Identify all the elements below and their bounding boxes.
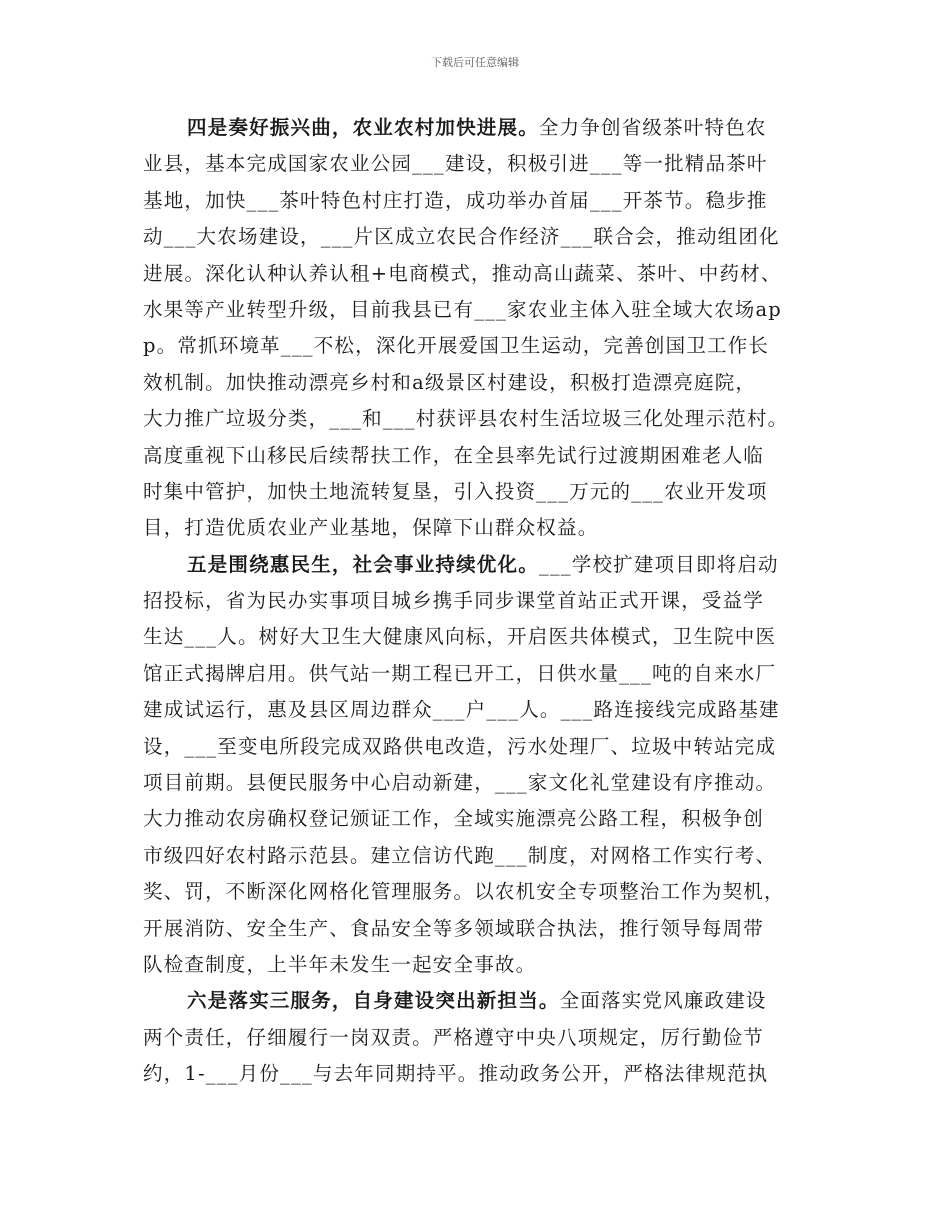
- text-line: 生达___人。树好大卫生大健康风向标，开启医共体模式，卫生院中医: [143, 625, 777, 649]
- text-line: 设，___至变电所段完成双路供电改造，污水处理厂、垃圾中转站完成: [143, 734, 777, 758]
- paragraph-heading: 六是落实三服务，自身建设突出新担当。: [187, 989, 560, 1013]
- paragraph-heading: 五是围绕惠民生，社会事业持续优化。: [187, 552, 539, 576]
- text-line: 馆正式揭牌启用。供气站一期工程已开工，日供水量___吨的自来水厂: [143, 661, 777, 685]
- text-line: 效机制。加快推动漂亮乡村和a级景区村建设，积极打造漂亮庭院，: [143, 370, 757, 394]
- page-header: 下载后可任意编辑: [431, 56, 519, 69]
- paragraph-first-line: [143, 110, 813, 146]
- text-line: 进展。深化认种认养认租+电商模式，推动高山蔬菜、茶叶、中药材、: [143, 261, 782, 285]
- text-line: 全力争创省级茶叶特色农: [538, 116, 767, 139]
- text-line: 招投标，省为民办实事项目城乡携手同步课堂首站正式开课，受益学: [143, 589, 765, 613]
- text-line: 目，打造优质农业产业基地，保障下山群众权益。: [143, 516, 599, 540]
- paragraph-heading: 四是奏好振兴曲，农业农村加快进展。: [187, 116, 539, 139]
- text-line: 项目前期。县便民服务中心启动新建，___家文化礼堂建设有序推动。: [143, 771, 777, 795]
- paragraph-first-line: [143, 547, 813, 583]
- text-line: 市级四好农村路示范县。建立信访代跑___制度，对网格工作实行考、: [143, 843, 777, 867]
- text-line: 全面落实党风廉政建设: [559, 989, 767, 1013]
- text-line: 两个责任，仔细履行一岗双责。严格遵守中央八项规定，厉行勤俭节: [143, 1025, 765, 1049]
- text-line: 动___大农场建设，___片区成立农民合作经济___联合会，推动组团化: [143, 225, 780, 249]
- text-line: 水果等产业转型升级，目前我县已有___家农业主体入驻全域大农场ap: [143, 297, 782, 321]
- text-line: 大力推动农房确权登记颁证工作，全域实施漂亮公路工程，积极争创: [143, 807, 765, 831]
- text-line: 业县，基本完成国家农业公园___建设，积极引进___等一批精品茶叶: [143, 152, 768, 176]
- text-line: ___学校扩建项目即将启动: [538, 552, 779, 576]
- document-body: [143, 110, 813, 1093]
- text-line: 高度重视下山移民后续帮扶工作，在全县率先试行过渡期困难老人临: [143, 443, 765, 467]
- paragraph-self-building: [143, 983, 813, 1092]
- text-line: 基地，加快___茶叶特色村庄打造，成功举办首届___开茶节。稳步推: [143, 188, 768, 212]
- paragraph-livelihood: [143, 547, 813, 984]
- text-line: 大力推广垃圾分类，___和___村获评县农村生活垃圾三化处理示范村。: [143, 407, 789, 431]
- text-line: 建成试运行，惠及县区周边群众___户___人。___路连接线完成路基建: [143, 698, 780, 722]
- text-line: 队检查制度，上半年未发生一起安全事故。: [143, 952, 537, 976]
- text-line: 开展消防、安全生产、食品安全等多领域联合执法，推行领导每周带: [143, 916, 765, 940]
- paragraph-agriculture: [143, 110, 813, 547]
- text-line: p。常抓环境革___不松，深化开展爱国卫生运动，完善创国卫工作长: [143, 334, 770, 358]
- text-line: 奖、罚，不断深化网格化管理服务。以农机安全专项整治工作为契机，: [143, 880, 785, 904]
- paragraph-first-line: [143, 983, 813, 1019]
- text-line: 时集中管护，加快土地流转复垦，引入投资___万元的___农业开发项: [143, 479, 768, 503]
- text-line: 约，1-___月份___与去年同期持平。推动政务公开，严格法律规范执: [143, 1062, 769, 1086]
